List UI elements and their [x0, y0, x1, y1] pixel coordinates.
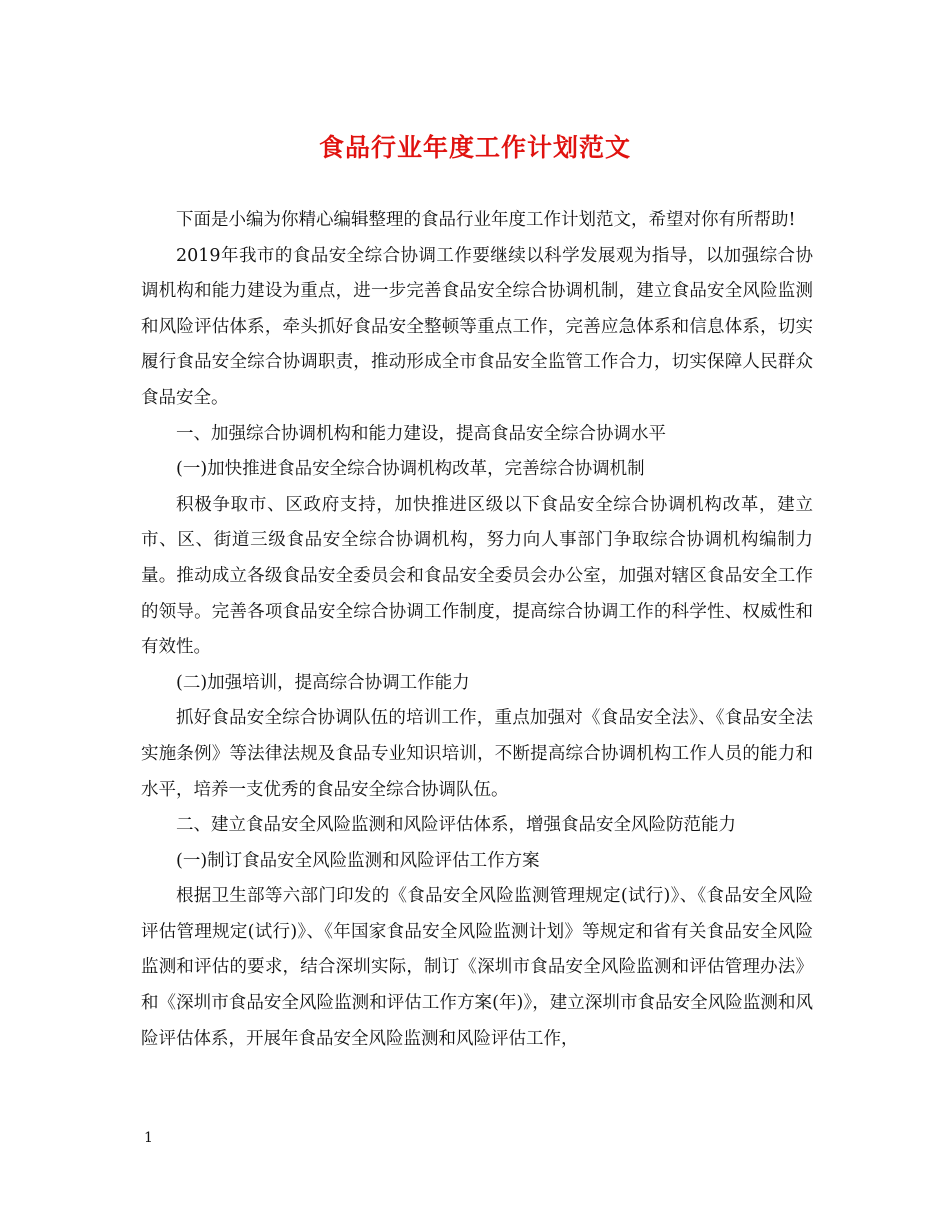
subsection-heading-2-1: (一)制订食品安全风险监测和风险评估工作方案: [176, 850, 540, 871]
paragraph-1-2: 抓好食品安全综合协调队伍的培训工作，重点加强对《食品安全法》、《食品安全法实施条例》等法律法规及食品专业知识培训，不断提高综合协调机构工作人员的能力和水平，培养一支优秀的食品安全综合协调队伍。: [141, 708, 813, 800]
document-body: [141, 203, 813, 1057]
section-heading-1: 一、加强综合协调机构和能力建设，提高食品安全综合协调水平: [176, 423, 666, 444]
paragraph-intro: 下面是小编为你精心编辑整理的食品行业年度工作计划范文，希望对你有所帮助!: [176, 210, 796, 230]
paragraph-overview: 2019年我市的食品安全综合协调工作要继续以科学发展观为指导，以加强综合协调机构和能力建设为重点，进一步完善食品安全综合协调机制，建立食品安全风险监测和风险评估体系，牵头抓好食品安全整顿等重点工作，完善应急体系和信息体系，切实履行食品安全综合协调职责，推动形成全市食品安全监管工作合力，切实保障人民群众食品安全。: [141, 245, 813, 408]
paragraph-2-1: 根据卫生部等六部门印发的《食品安全风险监测管理规定(试行)》、《食品安全风险评估管理规定(试行)》、《年国家食品安全风险监测计划》等规定和省有关食品安全风险监测和评估的要求，结合深圳实际，制订《深圳市食品安全风险监测和评估管理办法》和《深圳市食品安全风险监测和评估工作方案(年)》，建立深圳市食品安全风险监测和风险评估体系，开展年食品安全风险监测和风险评估工作，: [141, 886, 813, 1049]
section-heading-2: 二、建立食品安全风险监测和风险评估体系，增强食品安全风险防范能力: [176, 815, 736, 836]
document-title: 食品行业年度工作计划范文: [318, 133, 631, 162]
page-number: 1: [144, 1130, 153, 1146]
subsection-heading-1-2: (二)加强培训，提高综合协调工作能力: [176, 672, 470, 693]
paragraph-1-1: 积极争取市、区政府支持，加快推进区级以下食品安全综合协调机构改革，建立市、区、街道三级食品安全综合协调机构，努力向人事部门争取综合协调机构编制力量。推动成立各级食品安全委员会和食品安全委员会办公室，加强对辖区食品安全工作的领导。完善各项食品安全综合协调工作制度，提高综合协调工作的科学性、权威性和有效性。: [141, 494, 813, 658]
subsection-heading-1-1: (一)加快推进食品安全综合协调机构改革，完善综合协调机制: [176, 459, 645, 480]
